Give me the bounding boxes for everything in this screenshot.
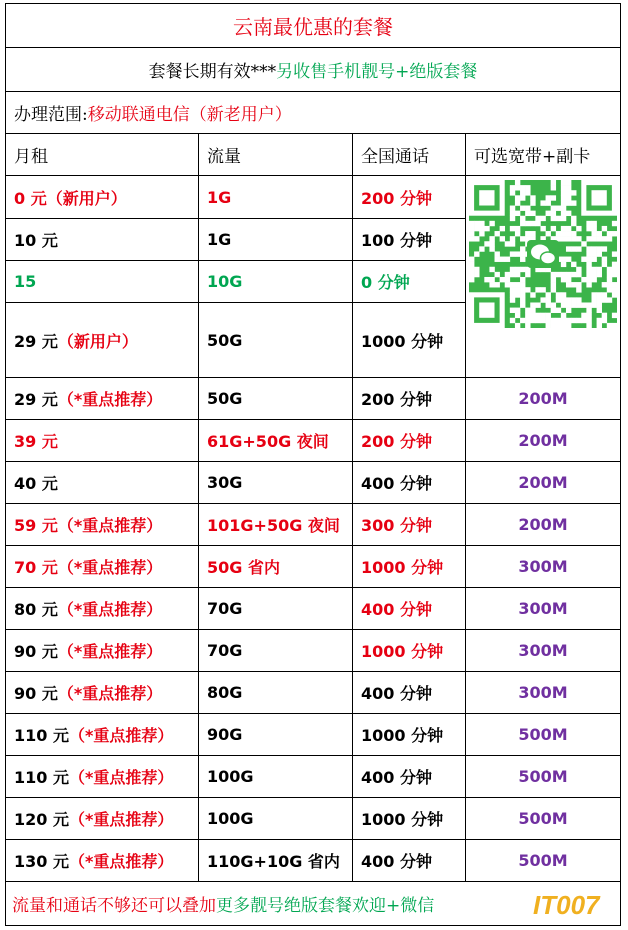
cell-rent [6, 504, 199, 546]
rent-value: 0 元（新用户） [14, 188, 127, 208]
cell-data: 80G [199, 672, 353, 714]
cell-rent [6, 546, 199, 588]
cell-broadband: 500M [466, 798, 621, 840]
cell-calls: 400 分钟 [353, 588, 466, 630]
page-title: 云南最优惠的套餐 [6, 4, 621, 48]
table-row [6, 420, 621, 462]
qr-cell [466, 176, 621, 378]
cell-data: 70G [199, 630, 353, 672]
rent-value: 120 元 [14, 810, 69, 829]
cell-data: 50G [199, 303, 353, 378]
cell-broadband: 500M [466, 756, 621, 798]
table-row [6, 462, 621, 504]
cell-calls: 400 分钟 [353, 840, 466, 882]
cell-data: 1G [199, 219, 353, 261]
rent-note: （*重点推荐） [68, 852, 174, 871]
cell-broadband: 500M [466, 714, 621, 756]
cell-rent [6, 588, 199, 630]
cell-rent [6, 756, 199, 798]
cell-data: 1G [199, 176, 353, 219]
rent-note: （*重点推荐） [68, 768, 174, 787]
wechat-qr-code-icon [469, 180, 617, 328]
plan-rows [6, 176, 621, 882]
rent-note: （*重点推荐） [68, 810, 174, 829]
header-row [6, 134, 621, 176]
cell-data: 101G+50G 夜间 [199, 504, 353, 546]
cell-broadband: 500M [466, 840, 621, 882]
table-row [6, 630, 621, 672]
cell-rent [6, 672, 199, 714]
cell-rent [6, 462, 199, 504]
cell-rent [6, 840, 199, 882]
cell-calls: 300 分钟 [353, 504, 466, 546]
rent-value: 70 元（*重点推荐） [14, 558, 163, 577]
rent-note: （*重点推荐） [68, 726, 174, 745]
table-row [6, 798, 621, 840]
table-row [6, 756, 621, 798]
footer-note: 流量和通话不够还可以叠加 [12, 896, 216, 916]
table-row [6, 840, 621, 882]
rent-value: 90 元 [14, 684, 58, 703]
rent-value: 15 [14, 272, 37, 291]
rent-value: 39 元 [14, 432, 58, 451]
subtitle-validity: 套餐长期有效*** [148, 62, 277, 82]
rent-value: 80 元 [14, 600, 58, 619]
cell-data: 70G [199, 588, 353, 630]
cell-rent [6, 176, 199, 219]
cell-data: 50G [199, 378, 353, 420]
scope-row [6, 92, 621, 134]
cell-rent [6, 420, 199, 462]
cell-broadband: 300M [466, 672, 621, 714]
cell-calls: 400 分钟 [353, 756, 466, 798]
cell-calls: 200 分钟 [353, 378, 466, 420]
subtitle [6, 48, 621, 92]
cell-rent [6, 798, 199, 840]
rent-value: 110 元 [14, 768, 69, 787]
cell-data: 10G [199, 261, 353, 303]
rent-note: （*重点推荐） [57, 684, 163, 703]
table-row [6, 378, 621, 420]
svg-text:IT007: IT007 [533, 890, 600, 920]
scope-value: 移动联通电信（新老用户） [87, 105, 292, 125]
rent-note: （*重点推荐） [57, 390, 163, 409]
cell-broadband: 300M [466, 546, 621, 588]
cell-rent [6, 219, 199, 261]
subtitle-promo: 另收售手机靓号+绝版套餐 [276, 62, 478, 82]
rent-value: 59 元（*重点推荐） [14, 516, 163, 535]
rent-value: 40 元 [14, 474, 58, 493]
rent-value: 10 元 [14, 231, 58, 250]
cell-calls: 400 分钟 [353, 672, 466, 714]
cell-broadband: 200M [466, 504, 621, 546]
table-row [6, 714, 621, 756]
rent-note: （*重点推荐） [57, 600, 163, 619]
header-calls: 全国通话 [353, 134, 466, 176]
cell-data: 50G 省内 [199, 546, 353, 588]
header-data: 流量 [199, 134, 353, 176]
table-row [6, 504, 621, 546]
cell-calls: 100 分钟 [353, 219, 466, 261]
table-row [6, 588, 621, 630]
footer [6, 882, 621, 926]
plan-table [5, 3, 621, 926]
cell-rent [6, 261, 199, 303]
scope-label: 办理范围: [14, 105, 88, 125]
rent-note: （新用户） [57, 331, 138, 351]
cell-calls: 1000 分钟 [353, 714, 466, 756]
rent-value: 29 元 [14, 331, 58, 351]
cell-calls: 400 分钟 [353, 462, 466, 504]
cell-broadband: 300M [466, 630, 621, 672]
cell-data: 100G [199, 756, 353, 798]
cell-broadband: 200M [466, 462, 621, 504]
cell-data: 30G [199, 462, 353, 504]
footer-promo: 更多靓号绝版套餐欢迎+微信 [216, 896, 435, 916]
cell-data: 110G+10G 省内 [199, 840, 353, 882]
cell-broadband: 200M [466, 420, 621, 462]
cell-calls: 1000 分钟 [353, 630, 466, 672]
cell-data: 61G+50G 夜间 [199, 420, 353, 462]
header-rent: 月租 [6, 134, 199, 176]
cell-calls: 200 分钟 [353, 176, 466, 219]
cell-rent [6, 630, 199, 672]
table-row [6, 672, 621, 714]
cell-calls: 1000 分钟 [353, 303, 466, 378]
cell-broadband: 300M [466, 588, 621, 630]
cell-rent [6, 378, 199, 420]
rent-value: 29 元 [14, 390, 58, 409]
cell-broadband: 200M [466, 378, 621, 420]
cell-calls: 200 分钟 [353, 420, 466, 462]
table-row [6, 546, 621, 588]
header-broadband: 可选宽带+副卡 [466, 134, 621, 176]
rent-value: 130 元 [14, 852, 69, 871]
cell-data: 100G [199, 798, 353, 840]
it007-logo [530, 884, 614, 924]
cell-calls: 1000 分钟 [353, 798, 466, 840]
cell-rent [6, 714, 199, 756]
rent-note: （*重点推荐） [57, 642, 163, 661]
cell-calls: 0 分钟 [353, 261, 466, 303]
cell-data: 90G [199, 714, 353, 756]
cell-rent [6, 303, 199, 378]
rent-value: 90 元 [14, 642, 58, 661]
cell-calls: 1000 分钟 [353, 546, 466, 588]
rent-value: 110 元 [14, 726, 69, 745]
table-row [6, 176, 621, 219]
